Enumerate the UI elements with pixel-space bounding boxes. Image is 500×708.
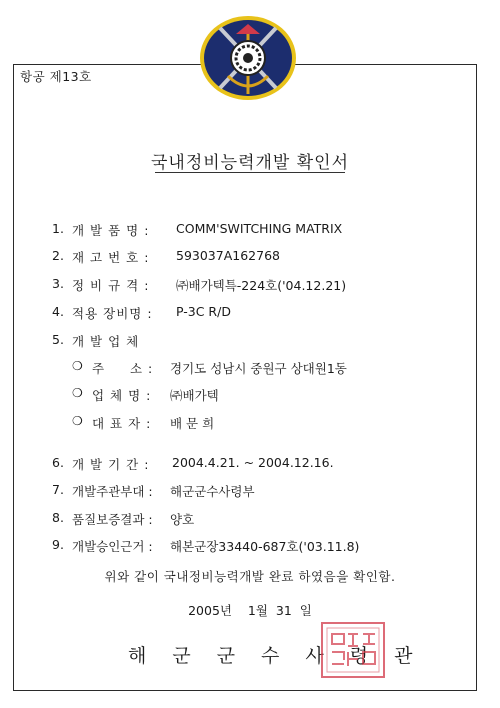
item-value: 해군군수사령부 — [170, 484, 255, 499]
item-value: P-3C R/D — [176, 304, 231, 319]
item-value: ㈜배가텍특-224호('04.12.21) — [176, 278, 347, 293]
confirmation-statement: 위와 같이 국내정비능력개발 완료 하였음을 확인함. — [104, 569, 396, 584]
title-underline — [155, 172, 345, 173]
official-seal-icon — [318, 620, 388, 680]
item-value: 양호 — [170, 512, 195, 527]
issuer-name: 해군군수사령관 — [128, 645, 439, 667]
item-number: 3. — [52, 276, 64, 291]
item-label: 개발승인근거 : — [72, 539, 153, 554]
bullet-circle-icon: ❍ — [72, 414, 83, 428]
item-label: 개 발 품 명 : — [72, 223, 150, 238]
item-label: 품질보증결과 : — [72, 512, 153, 527]
item-label: 개 발 기 간 : — [72, 457, 150, 472]
issue-date: 2005년 1월 31 일 — [188, 603, 312, 618]
item-value: 해본군장33440-687호('03.11.8) — [170, 539, 360, 554]
company-label: 대 표 자 : — [92, 416, 152, 431]
page-title: 국내정비능력개발 확인서 — [150, 153, 350, 173]
item-number: 2. — [52, 248, 64, 263]
item-number: 4. — [52, 304, 64, 319]
item-label: 적용 장비명 : — [72, 306, 153, 321]
item-value: 2004.4.21. ~ 2004.12.16. — [172, 455, 334, 470]
item-label: 개발주관부대 : — [72, 484, 153, 499]
bullet-circle-icon: ❍ — [72, 359, 83, 373]
company-value: ㈜배가텍 — [170, 388, 219, 403]
bullet-circle-icon: ❍ — [72, 386, 83, 400]
item-label: 재 고 번 호 : — [72, 250, 150, 265]
item-number: 9. — [52, 537, 64, 552]
company-value: 배 문 희 — [170, 416, 215, 431]
item-number: 1. — [52, 221, 64, 236]
item-label: 정 비 규 격 : — [72, 278, 150, 293]
company-label: 주 소 : — [92, 361, 154, 376]
navy-logistics-emblem-icon — [198, 14, 298, 102]
item-label: 개 발 업 체 — [72, 334, 140, 349]
document-number: 항공 제13호 — [20, 69, 92, 84]
item-value: COMM'SWITCHING MATRIX — [176, 221, 343, 236]
item-number: 5. — [52, 332, 64, 347]
company-value: 경기도 성남시 중원구 상대원1동 — [170, 361, 347, 376]
item-number: 8. — [52, 510, 64, 525]
item-value: 593037A162768 — [176, 248, 280, 263]
item-number: 7. — [52, 482, 64, 497]
company-label: 업 체 명 : — [92, 388, 152, 403]
item-number: 6. — [52, 455, 64, 470]
